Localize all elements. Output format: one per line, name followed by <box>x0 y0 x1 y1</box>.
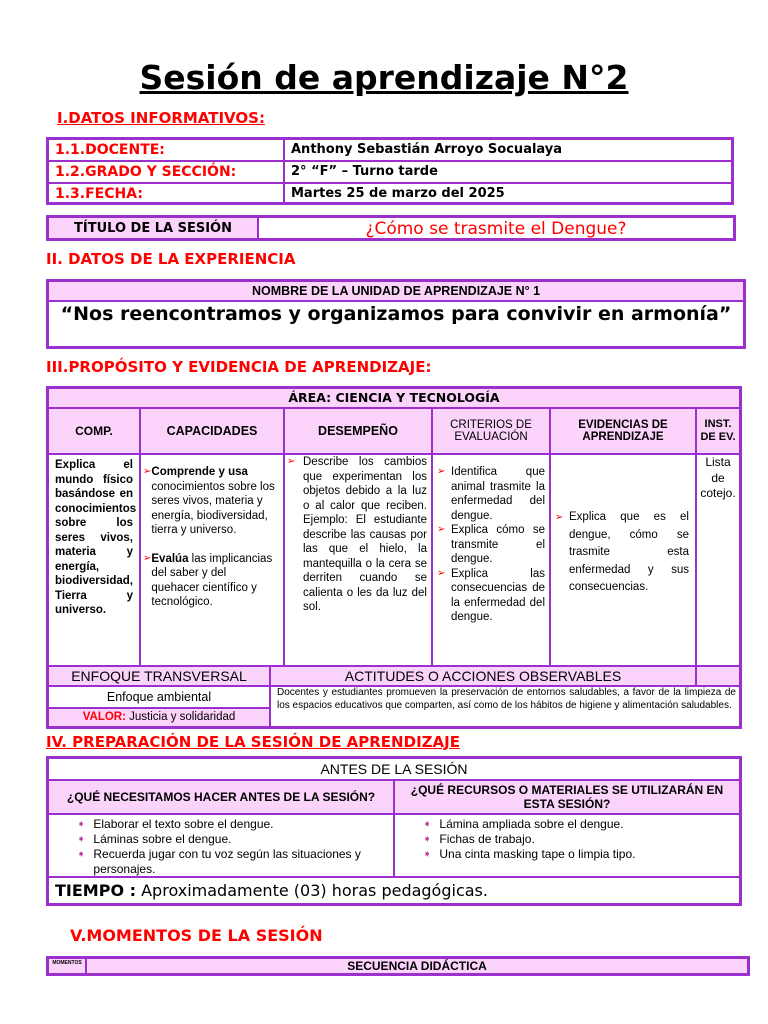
info-table <box>46 137 734 205</box>
docente-label: 1.1.DOCENTE: <box>55 142 165 158</box>
section-preparacion: IV. PREPARACIÓN DE LA SESIÓN DE APRENDIZAJE <box>46 733 460 751</box>
tiempo-row <box>48 877 740 904</box>
q-right-header: ¿QUÉ RECURSOS O MATERIALES SE UTILIZARÁN EN ESTA SESIÓN? <box>394 780 740 814</box>
list-item <box>423 817 733 832</box>
tiempo-label: TIEMPO : <box>55 881 137 900</box>
section-datos-informativos: I.DATOS INFORMATIVOS: <box>57 109 265 127</box>
fecha-value-cell <box>284 183 732 203</box>
enfoque-name: Enfoque ambiental <box>48 686 270 708</box>
bullet-icon: ➧ <box>77 834 86 845</box>
desempeno-header: DESEMPEÑO <box>284 408 432 454</box>
page-title: Sesión de aprendizaje N°2 <box>139 58 629 97</box>
list-item <box>77 847 387 877</box>
evidencias-header: EVIDENCIAS DE APRENDIZAJE <box>550 408 696 454</box>
arrow-icon: ➢ <box>555 512 564 523</box>
list-item-text: Fichas de trabajo. <box>439 832 535 846</box>
comp-text: Explica el mundo físico basándose en conocimientos sobre los seres vivos, materia y energía, biodiversidad, Tierra y universo. <box>48 454 140 666</box>
arrow-icon: ➢ <box>437 524 446 535</box>
desempeno-cell <box>284 454 432 666</box>
momentos-col-small: MOMENTOS <box>48 958 86 974</box>
actitudes-header: ACTITUDES O ACCIONES OBSERVABLES <box>270 666 696 686</box>
antes-header: ANTES DE LA SESIÓN <box>48 758 740 780</box>
list-item <box>77 817 387 832</box>
recursos-list <box>394 814 740 877</box>
unidad-table <box>46 279 746 349</box>
list-item-text: Elaborar el texto sobre el dengue. <box>93 817 274 831</box>
capacidad-bold: Comprende y usa <box>151 466 248 478</box>
criterio-text: Identifica que animal trasmite la enfermedad del dengue. <box>451 466 545 522</box>
antes-list <box>48 814 394 877</box>
criterio-item <box>437 523 545 567</box>
section-momentos: V.MOMENTOS DE LA SESIÓN <box>70 926 323 945</box>
capacidad-item <box>143 465 277 538</box>
bullet-icon: ➧ <box>423 834 432 845</box>
arrow-icon: ➢ <box>143 466 152 477</box>
q-left-header: ¿QUÉ NECESITAMOS HACER ANTES DE LA SESIÓN? <box>48 780 394 814</box>
area-header: ÁREA: CIENCIA Y TECNOLOGÍA <box>48 388 740 408</box>
list-item-text: Recuerda jugar con tu voz según las situaciones y personajes. <box>93 847 361 876</box>
list-item <box>77 832 387 847</box>
valor-label: VALOR: <box>82 711 126 723</box>
arrow-icon: ➢ <box>437 567 446 579</box>
grado-value-cell <box>284 161 732 183</box>
inst-header: INST. DE EV. <box>696 408 740 454</box>
grado-label-cell <box>48 161 284 183</box>
criterios-header: CRITERIOS DE EVALUACIÓN <box>432 408 550 454</box>
blank-header-cell <box>696 666 740 686</box>
valor-text: Justicia y solidaridad <box>129 711 236 723</box>
capacidad-item <box>143 552 277 610</box>
bullet-icon: ➧ <box>423 819 432 830</box>
docente-label-cell <box>48 139 284 161</box>
tiempo-value: Aproximadamente (03) horas pedagógicas. <box>141 881 488 900</box>
fecha-label: 1.3.FECHA: <box>55 186 143 202</box>
section-datos-experiencia: II. DATOS DE LA EXPERIENCIA <box>46 250 296 268</box>
titulo-sesion-value: ¿Cómo se trasmite el Dengue? <box>258 217 734 239</box>
criterios-cell <box>432 454 550 666</box>
desempeno-text: Describe los cambios que experimentan los objetos debido a la luz o al calor que reciben. Ejemplo: El estudiante describe las causas por las que el hielo, la mantequilla o la cera se derriten cuando se calienta o les da luz del sol. <box>303 456 427 613</box>
list-item-text: Láminas sobre el dengue. <box>93 832 232 846</box>
unidad-name: “Nos reencontramos y organizamos para convivir en armonía” <box>48 301 744 347</box>
capacidades-header: CAPACIDADES <box>140 408 284 454</box>
list-item <box>423 847 733 862</box>
criterio-text: Explica cómo se transmite el dengue. <box>451 524 545 565</box>
evidencias-text: Explica que es el dengue, cómo se trasmite esta enfermedad y sus consecuencias. <box>569 511 689 593</box>
fecha-label-cell <box>48 183 284 203</box>
momentos-table <box>46 956 750 976</box>
actitudes-text: Docentes y estudiantes promueven la preservación de entornos saludables, a favor de la limpieza de los espacios educativos que comparten, así como de los hábitos de higiene y alimentación saludables. <box>270 686 740 727</box>
criterio-item <box>437 465 545 523</box>
capacidad-text: las implicancias del saber y del quehacer científico y tecnológico. <box>151 552 273 608</box>
valor-cell <box>48 708 270 727</box>
inst-text: Lista de cotejo. <box>696 454 740 666</box>
list-item-text: Una cinta masking tape o limpia tipo. <box>439 847 636 861</box>
titulo-sesion-row <box>46 215 736 241</box>
bullet-icon: ➧ <box>423 849 432 860</box>
arrow-icon: ➢ <box>287 456 296 467</box>
arrow-icon: ➢ <box>437 466 446 477</box>
section-proposito: III.PROPÓSITO Y EVIDENCIA DE APRENDIZAJE: <box>46 358 432 376</box>
bullet-icon: ➧ <box>77 819 86 830</box>
docente-value: Anthony Sebastián Arroyo Socualaya <box>291 142 563 157</box>
bullet-icon: ➧ <box>77 849 86 860</box>
list-item <box>423 832 733 847</box>
arrow-icon: ➢ <box>143 552 152 564</box>
grado-label: 1.2.GRADO Y SECCIÓN: <box>55 164 237 180</box>
secuencia-header: SECUENCIA DIDÁCTICA <box>86 958 748 974</box>
comp-header: COMP. <box>48 408 140 454</box>
preparacion-table <box>46 756 742 906</box>
evidencias-cell <box>550 454 696 666</box>
titulo-sesion-label: TÍTULO DE LA SESIÓN <box>48 217 258 239</box>
criterio-text: Explica las consecuencias de la enfermedad del dengue. <box>451 567 545 623</box>
grado-value: 2° “F” – Turno tarde <box>291 164 438 179</box>
list-item-text: Lámina ampliada sobre el dengue. <box>439 817 624 831</box>
capacidades-cell <box>140 454 284 666</box>
docente-value-cell <box>284 139 732 161</box>
proposito-table <box>46 386 742 729</box>
capacidad-bold: Evalúa <box>151 552 189 565</box>
enfoque-header: ENFOQUE TRANSVERSAL <box>48 666 270 686</box>
capacidad-text: conocimientos sobre los seres vivos, materia y energía, biodiversidad, tierra y universo. <box>151 480 275 536</box>
fecha-value: Martes 25 de marzo del 2025 <box>291 186 505 201</box>
criterio-item <box>437 567 545 625</box>
unidad-header: NOMBRE DE LA UNIDAD DE APRENDIZAJE N° 1 <box>48 281 744 301</box>
